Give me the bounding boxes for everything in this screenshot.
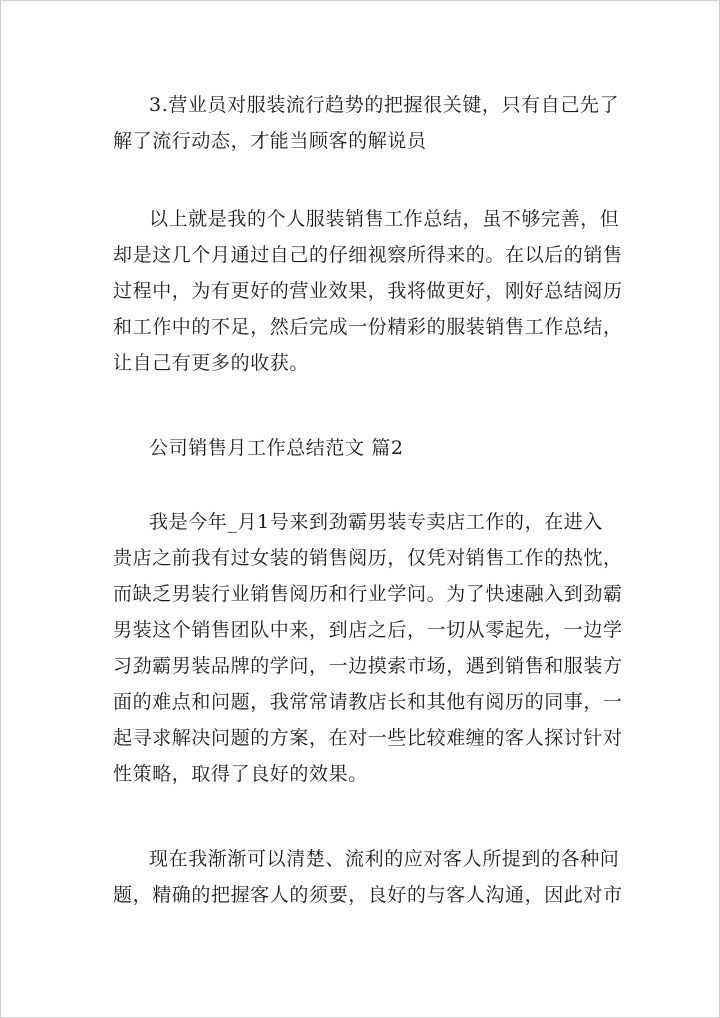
text-line: 和工作中的不足，然后完成一份精彩的服装销售工作总结， [113,316,623,338]
text-line: 而缺乏男装行业销售阅历和行业学问。为了快速融入到劲霸 [113,583,623,605]
text-line: 却是这几个月通过自己的仔细视察所得来的。在以后的销售 [113,244,623,266]
text-line: 让自己有更多的收获。 [113,352,310,374]
paragraph-article-2 [113,504,623,792]
text-line: 3.营业员对服装流行趋势的把握很关键，只有自己先了 [149,94,620,116]
text-line: 我是今年_月1号来到劲霸男装专卖店工作的，在进入 [149,511,603,533]
text-line: 起寻求解决问题的方案，在对一些比较难缠的客人探讨针对 [113,727,623,749]
text-line: 面的难点和问题，我常常请教店长和其他有阅历的同事，一 [113,691,623,713]
text-line: 性策略，取得了良好的效果。 [113,763,368,785]
text-line: 过程中，为有更好的营业效果，我将做更好，刚好总结阅历 [113,280,623,302]
text-line: 现在我渐渐可以清楚、流利的应对客人所提到的各种问 [149,848,620,870]
text-line: 男装这个销售团队中来，到店之后，一切从零起先，一边学 [113,619,623,641]
paragraph-point-3 [113,87,620,159]
text-line: 解了流行动态，才能当顾客的解说员 [113,130,427,152]
text-line: 以上就是我的个人服装销售工作总结，虽不够完善，但 [149,208,620,230]
heading-text: 公司销售月工作总结范文 篇2 [149,437,404,459]
text-line: 贵店之前我有过女装的销售阅历，仅凭对销售工作的热忱， [113,547,623,569]
text-line: 题，精确的把握客人的须要，良好的与客人沟通，因此对市 [113,884,623,906]
paragraph-current [113,841,623,913]
paragraph-summary [113,201,623,381]
section-heading [113,430,613,466]
text-line: 习劲霸男装品牌的学问，一边摸索市场，遇到销售和服装方 [113,655,623,677]
